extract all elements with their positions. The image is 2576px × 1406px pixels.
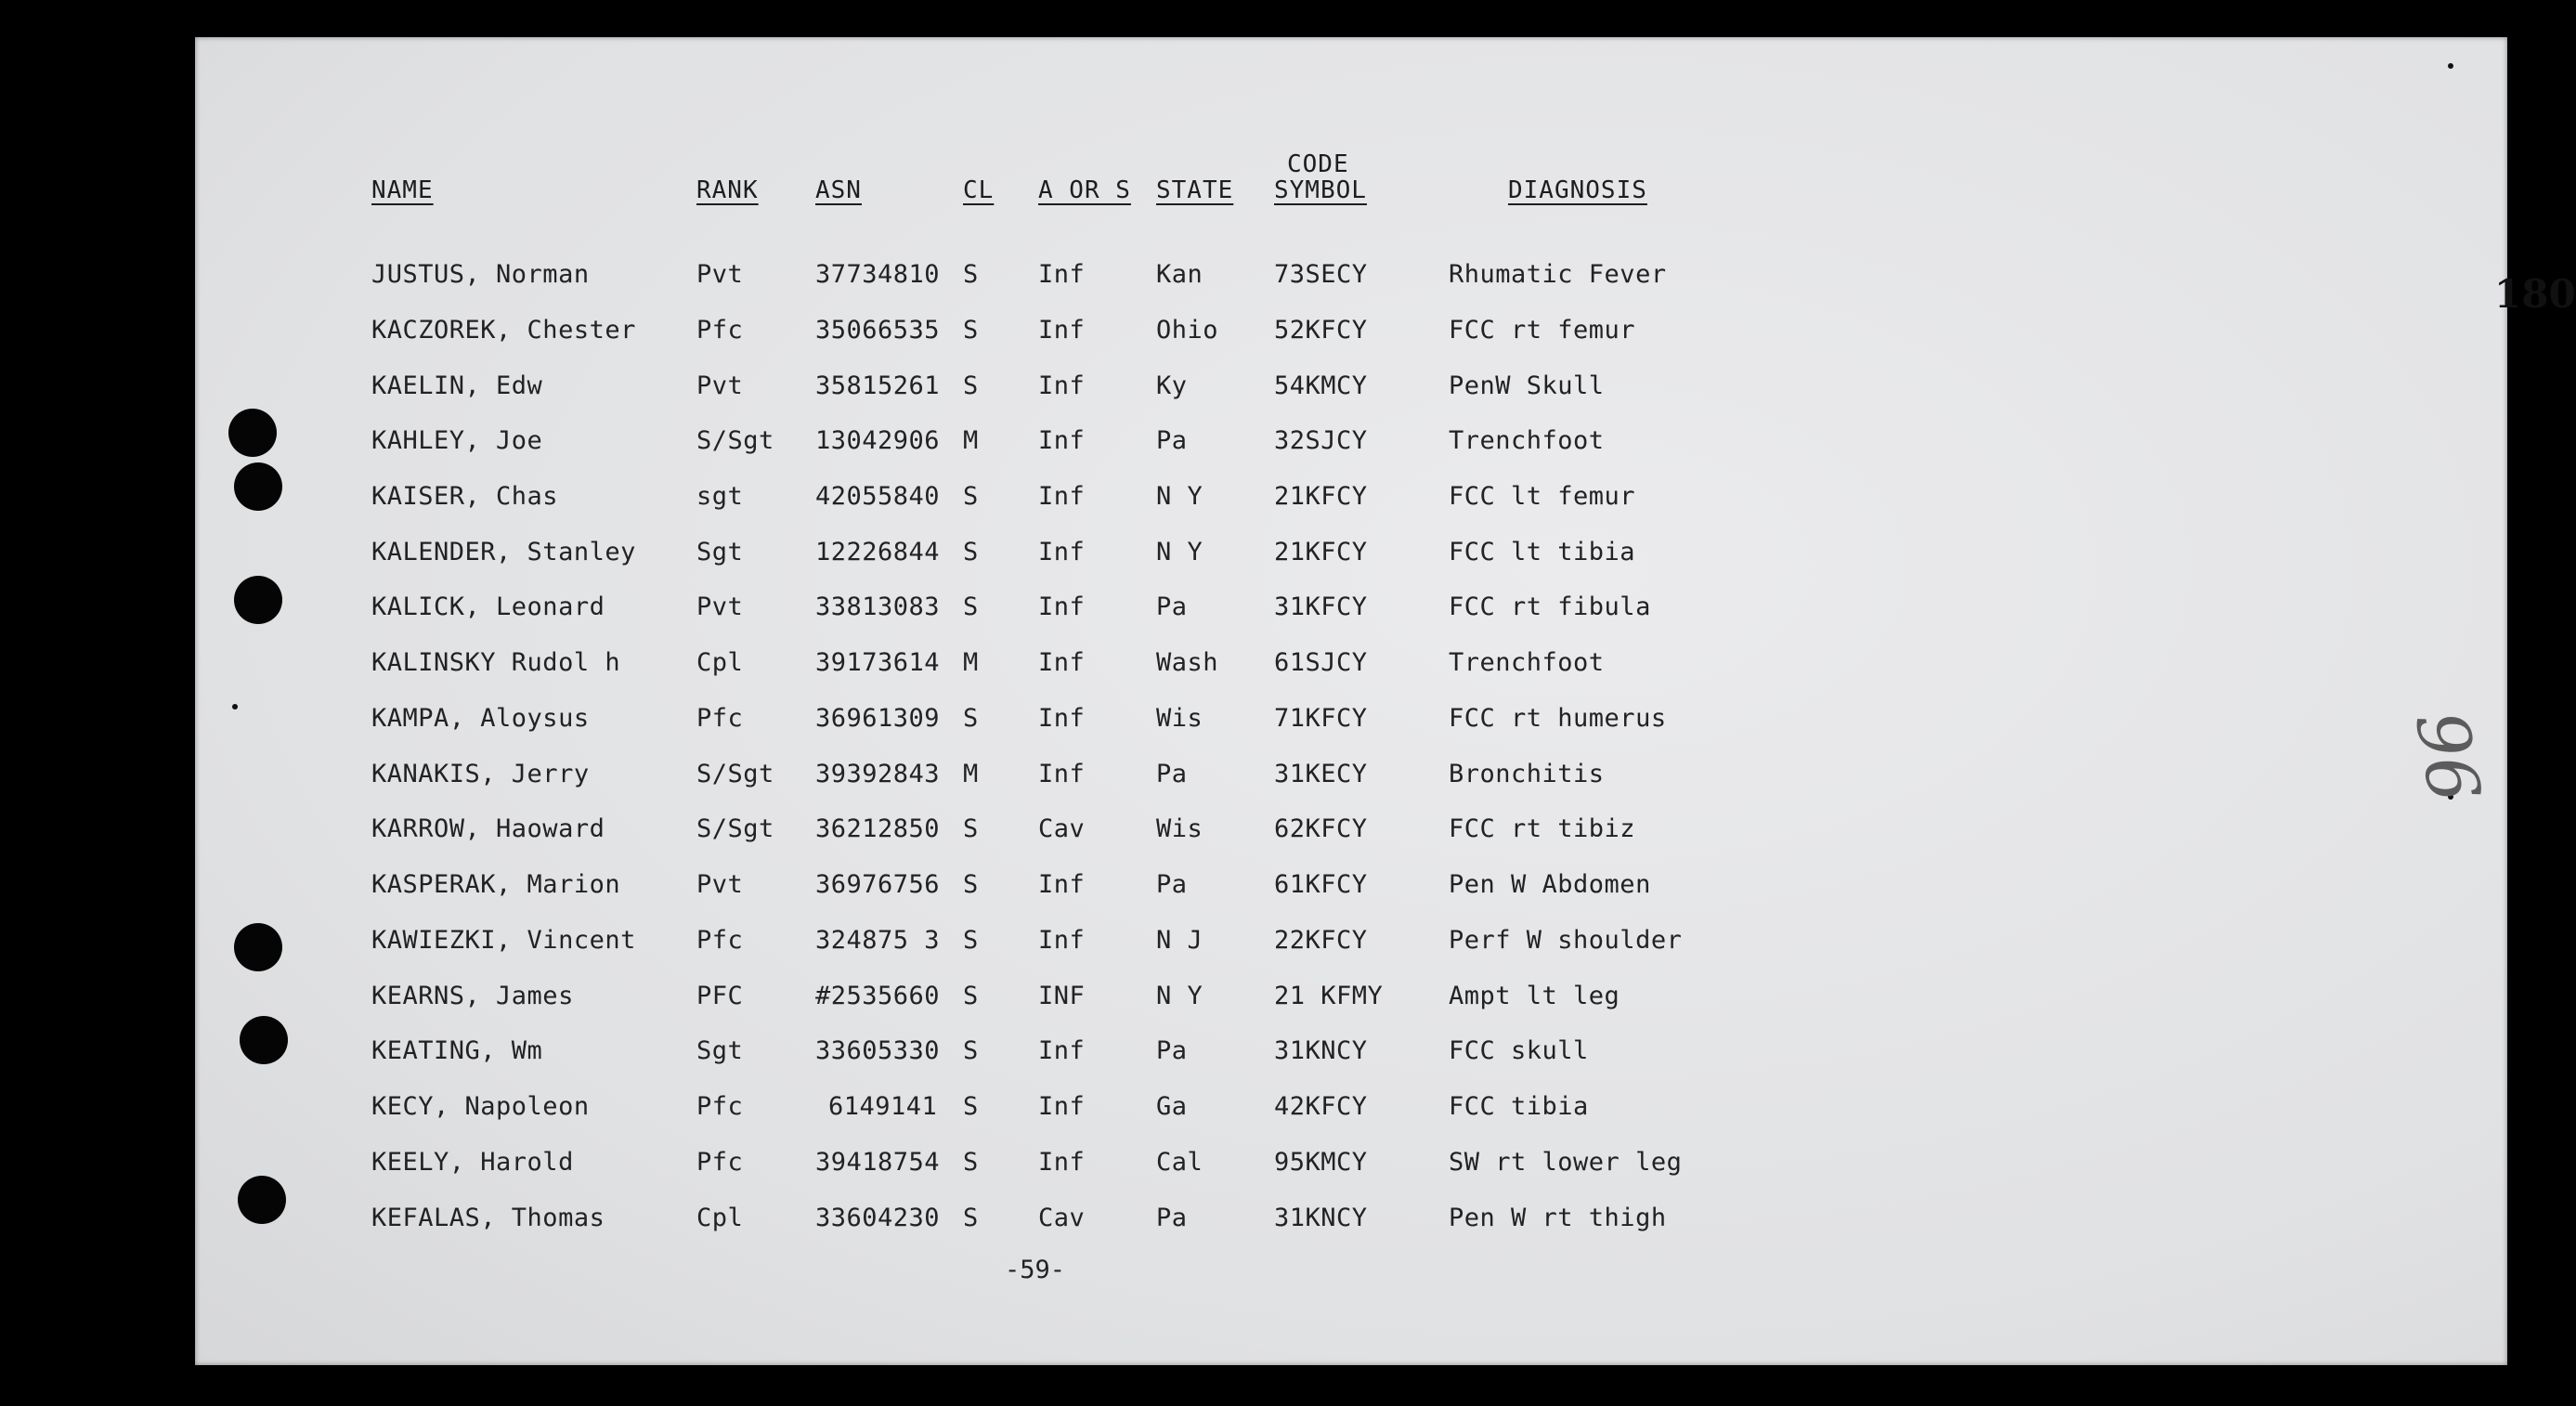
cell-a-or-s: Inf (1038, 592, 1086, 621)
cell-asn: #2535660 (815, 982, 941, 1010)
cell-state: Ky (1156, 371, 1188, 400)
cell-asn: 35815261 (815, 371, 941, 400)
cell-state: Pa (1156, 760, 1188, 788)
cell-state: N Y (1156, 538, 1203, 566)
cell-cl: S (963, 371, 979, 400)
cell-code: 31KECY (1274, 760, 1368, 788)
cell-rank: PFC (696, 982, 744, 1010)
cell-asn: 36976756 (815, 870, 941, 899)
cell-name: KEATING, Wm (371, 1036, 543, 1065)
cell-code: 52KFCY (1274, 316, 1368, 345)
cell-state: N Y (1156, 982, 1203, 1010)
cell-diagnosis: FCC lt femur (1449, 482, 1636, 511)
cell-asn: 39418754 (815, 1148, 941, 1177)
cell-a-or-s: Inf (1038, 760, 1086, 788)
cell-code: 22KFCY (1274, 926, 1368, 955)
cell-state: Cal (1156, 1148, 1203, 1177)
table-row (0, 648, 2548, 685)
cell-diagnosis: Pen W Abdomen (1449, 870, 1651, 899)
cell-asn: 39173614 (815, 648, 941, 677)
cell-rank: Pfc (696, 1092, 744, 1121)
cell-cl: M (963, 426, 979, 455)
cell-code: 62KFCY (1274, 814, 1368, 843)
cell-name: KAISER, Chas (371, 482, 559, 511)
cell-rank: Pvt (696, 371, 744, 400)
cell-asn: 324875 3 (815, 926, 941, 955)
cell-name: KEARNS, James (371, 982, 574, 1010)
header-name: NAME (371, 176, 434, 204)
header-asn: ASN (815, 176, 862, 204)
cell-code: 54KMCY (1274, 371, 1368, 400)
cell-a-or-s: Inf (1038, 926, 1086, 955)
cell-rank: Pfc (696, 704, 744, 733)
cell-diagnosis: Trenchfoot (1449, 426, 1605, 455)
cell-name: KECY, Napoleon (371, 1092, 590, 1121)
cell-rank: Sgt (696, 1036, 744, 1065)
cell-a-or-s: Inf (1038, 426, 1086, 455)
cell-code: 31KFCY (1274, 592, 1368, 621)
cell-a-or-s: Inf (1038, 316, 1086, 345)
cell-state: Pa (1156, 870, 1188, 899)
cell-code: 31KNCY (1274, 1204, 1368, 1232)
cell-diagnosis: Pen W rt thigh (1449, 1204, 1667, 1232)
cell-diagnosis: FCC skull (1449, 1036, 1589, 1065)
cell-asn: 37734810 (815, 260, 941, 289)
cell-name: KAMPA, Aloysus (371, 704, 590, 733)
header-symbol: SYMBOL (1274, 176, 1367, 204)
cell-state: Pa (1156, 592, 1188, 621)
cell-cl: S (963, 1204, 979, 1232)
cell-name: KEELY, Harold (371, 1148, 574, 1177)
cell-rank: Pfc (696, 1148, 744, 1177)
cell-cl: S (963, 704, 979, 733)
cell-a-or-s: Inf (1038, 648, 1086, 677)
cell-diagnosis: FCC rt fibula (1449, 592, 1651, 621)
cell-rank: S/Sgt (696, 814, 774, 843)
cell-code: 21KFCY (1274, 482, 1368, 511)
cell-cl: S (963, 982, 979, 1010)
cell-diagnosis: FCC rt femur (1449, 316, 1636, 345)
cell-asn: 12226844 (815, 538, 941, 566)
cell-a-or-s: Inf (1038, 482, 1086, 511)
cell-name: KAELIN, Edw (371, 371, 543, 400)
cell-asn: 33605330 (815, 1036, 941, 1065)
cell-diagnosis: Bronchitis (1449, 760, 1605, 788)
cell-diagnosis: SW rt lower leg (1449, 1148, 1683, 1177)
cell-asn: 36961309 (815, 704, 941, 733)
cell-asn: 36212850 (815, 814, 941, 843)
cell-state: Pa (1156, 1204, 1188, 1232)
cell-a-or-s: Inf (1038, 1036, 1086, 1065)
table-row (0, 870, 2548, 907)
cell-name: KEFALAS, Thomas (371, 1204, 605, 1232)
table-row (0, 1036, 2548, 1074)
cell-a-or-s: INF (1038, 982, 1086, 1010)
cell-a-or-s: Inf (1038, 260, 1086, 289)
cell-a-or-s: Inf (1038, 1148, 1086, 1177)
cell-a-or-s: Inf (1038, 1092, 1086, 1121)
cell-name: KASPERAK, Marion (371, 870, 621, 899)
cell-code: 42KFCY (1274, 1092, 1368, 1121)
cell-cl: S (963, 1148, 979, 1177)
cell-rank: Pvt (696, 592, 744, 621)
cell-state: Ga (1156, 1092, 1188, 1121)
cell-rank: Cpl (696, 1204, 744, 1232)
cell-rank: Pvt (696, 260, 744, 289)
cell-name: KACZOREK, Chester (371, 316, 636, 345)
cell-diagnosis: PenW Skull (1449, 371, 1605, 400)
table-row (0, 592, 2548, 630)
cell-name: JUSTUS, Norman (371, 260, 590, 289)
table-row (0, 538, 2548, 575)
cell-diagnosis: FCC lt tibia (1449, 538, 1636, 566)
cell-a-or-s: Cav (1038, 1204, 1086, 1232)
cell-name: KALINSKY Rudol h (371, 648, 621, 677)
cell-diagnosis: Perf W shoulder (1449, 926, 1683, 955)
cell-code: 21KFCY (1274, 538, 1368, 566)
cell-name: KARROW, Haoward (371, 814, 605, 843)
cell-cl: S (963, 1036, 979, 1065)
cell-code: 32SJCY (1274, 426, 1368, 455)
table-row (0, 482, 2548, 519)
cell-rank: Pfc (696, 316, 744, 345)
table-row (0, 760, 2548, 797)
table-row (0, 814, 2548, 852)
document-sheet (195, 37, 2576, 1365)
cell-rank: Cpl (696, 648, 744, 677)
cell-rank: Pvt (696, 870, 744, 899)
cell-state: N Y (1156, 482, 1203, 511)
cell-asn: 42055840 (815, 482, 941, 511)
cell-code: 61KFCY (1274, 870, 1368, 899)
table-row (0, 260, 2548, 297)
header-cl: CL (963, 176, 995, 204)
cell-a-or-s: Inf (1038, 538, 1086, 566)
cell-code: 61SJCY (1274, 648, 1368, 677)
cell-cl: S (963, 926, 979, 955)
cell-a-or-s: Inf (1038, 870, 1086, 899)
cell-name: KAHLEY, Joe (371, 426, 543, 455)
cell-state: Pa (1156, 1036, 1188, 1065)
cell-diagnosis: Rhumatic Fever (1449, 260, 1667, 289)
table-row (0, 316, 2548, 353)
cell-asn: 39392843 (815, 760, 941, 788)
header-rank: RANK (696, 176, 759, 204)
cell-rank: sgt (696, 482, 744, 511)
table-row (0, 1092, 2548, 1129)
cell-name: KALICK, Leonard (371, 592, 605, 621)
cell-name: KALENDER, Stanley (371, 538, 636, 566)
cell-a-or-s: Cav (1038, 814, 1086, 843)
cell-code: 21 KFMY (1274, 982, 1384, 1010)
cell-state: N J (1156, 926, 1203, 955)
table-row (0, 1148, 2548, 1185)
cell-diagnosis: FCC rt tibiz (1449, 814, 1636, 843)
cell-name: KAWIEZKI, Vincent (371, 926, 636, 955)
cell-a-or-s: Inf (1038, 704, 1086, 733)
cell-rank: Pfc (696, 926, 744, 955)
cell-name: KANAKIS, Jerry (371, 760, 590, 788)
cell-diagnosis: FCC tibia (1449, 1092, 1589, 1121)
page-number: -59- (1005, 1256, 1066, 1284)
cell-cl: S (963, 814, 979, 843)
table-row (0, 371, 2548, 409)
table-row (0, 982, 2548, 1019)
cell-state: Wash (1156, 648, 1219, 677)
cell-code: 95KMCY (1274, 1148, 1368, 1177)
handwritten-note: 96 (2401, 705, 2499, 808)
cell-diagnosis: Trenchfoot (1449, 648, 1605, 677)
cell-cl: S (963, 316, 979, 345)
cell-code: 71KFCY (1274, 704, 1368, 733)
cell-state: Kan (1156, 260, 1203, 289)
cell-state: Wis (1156, 814, 1203, 843)
cell-cl: S (963, 260, 979, 289)
table-row (0, 704, 2548, 741)
cell-cl: S (963, 538, 979, 566)
cell-cl: S (963, 482, 979, 511)
header-diagnosis: DIAGNOSIS (1508, 176, 1647, 204)
cell-state: Wis (1156, 704, 1203, 733)
header-state: STATE (1156, 176, 1234, 204)
table-row (0, 926, 2548, 963)
table-row (0, 426, 2548, 463)
cell-state: Pa (1156, 426, 1188, 455)
cell-cl: S (963, 592, 979, 621)
cell-rank: Sgt (696, 538, 744, 566)
cell-cl: S (963, 1092, 979, 1121)
cell-cl: M (963, 648, 979, 677)
table-row (0, 1204, 2548, 1241)
cell-asn: 33813083 (815, 592, 941, 621)
cell-cl: M (963, 760, 979, 788)
cell-asn: 13042906 (815, 426, 941, 455)
header-a-or-s: A OR S (1038, 176, 1131, 204)
cell-state: Ohio (1156, 316, 1219, 345)
sheet-number: 180 (2494, 271, 2576, 317)
cell-code: 73SECY (1274, 260, 1368, 289)
cell-asn: 6149141 (828, 1092, 938, 1121)
cell-diagnosis: Ampt lt leg (1449, 982, 1620, 1010)
cell-cl: S (963, 870, 979, 899)
cell-asn: 33604230 (815, 1204, 941, 1232)
header-code: CODE (1287, 150, 1349, 178)
cell-asn: 35066535 (815, 316, 941, 345)
cell-code: 31KNCY (1274, 1036, 1368, 1065)
cell-rank: S/Sgt (696, 760, 774, 788)
cell-a-or-s: Inf (1038, 371, 1086, 400)
cell-diagnosis: FCC rt humerus (1449, 704, 1667, 733)
cell-rank: S/Sgt (696, 426, 774, 455)
